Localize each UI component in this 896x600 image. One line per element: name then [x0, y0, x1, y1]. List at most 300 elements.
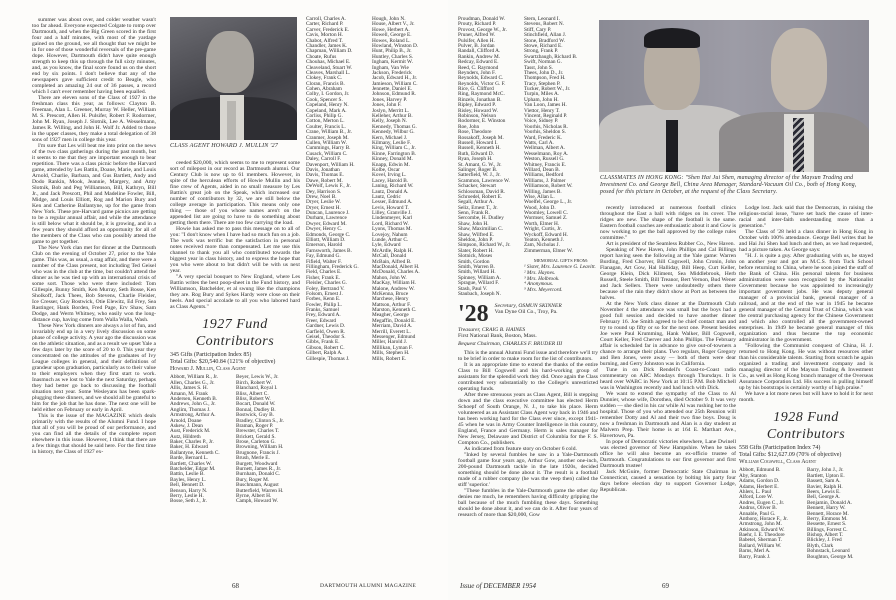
contributor-name: Ward, Frederic K. [524, 134, 563, 141]
contributor-name: Reed, C. Raymond [458, 64, 499, 71]
contributor-name: Tracy, Stephen P. [524, 80, 561, 87]
contributor-name: Satterfield, W. J., Jr. [458, 172, 501, 179]
contributor-name: Wise, Allan L. [524, 193, 555, 200]
contributor-name: Arnold, Doane [170, 417, 202, 424]
contributor-name: Brickett, Gerald S. [236, 433, 276, 440]
fund-1927-names-b [236, 375, 300, 504]
contributor-name: Cummings, Harry B. [306, 145, 351, 152]
contributor-name: Roe, John [458, 123, 480, 130]
contributor-name: Anthony, Horace F., Jr. [739, 515, 788, 522]
contributor-name: Barde, Bernard L. [170, 455, 209, 462]
contributor-name: Blickley, J. Fred [807, 537, 842, 544]
contributor-name: Bonnal, Dudley B. [236, 406, 276, 413]
contributor-name: Rice, G. Clifford [458, 86, 494, 93]
contributor-name: Gilbert, Ralph A. [306, 350, 343, 357]
contributor-name: ⁴ Anonymous. [524, 281, 554, 288]
contributor-name: Kelleher, Arthur B. [372, 113, 413, 120]
fund-1928-gifts: 558 Gifts (Participation Index 74) [739, 445, 821, 451]
contributor-name: Kilmany, Leslie F. [372, 139, 411, 146]
contributor-name: Viettor, Henry T. [524, 107, 560, 114]
fund-1928-total: Total Gifts: $12,627.09 (70% of objective) [739, 451, 842, 458]
contributor-name: Foley, Bertrand V. [306, 285, 345, 292]
secretary-line: Secretary, OSMUN SKINNER [494, 303, 562, 310]
contributor-name: Camph, Howard W. [236, 498, 279, 505]
contributor-name: Baehr, I. E. Theodore [739, 532, 785, 539]
contributor-name: Van Loon, James H. [524, 102, 567, 109]
contributor-name: Spinney, William A. [458, 274, 501, 281]
paragraph: There are eleven sons of the Class of 1927 in the freshman class this year, as follows: Clayton B. Freeman, Alan L. Greener, Murray W. Heller, William M. S. Prescott, Allen H. Pulsifer, Robert F. Rodormer, John M. Ryan, Joseph J. Slotnik, Lee A. Wesselmann, James R. Willing, and John H. Wolf Jr. Added to those in the upper classes, they make a total delegation of 38 sons of 1927 men in college this year. [32, 95, 156, 143]
contributor-name: Birch, Robert W. [236, 379, 272, 386]
contributor-name: Messenger, Edmund [372, 334, 416, 341]
contributor-name: Thompson, Fred H. [524, 75, 566, 82]
contributor-name: Jackson, Frederick [372, 69, 412, 76]
contributor-name: Jones, John F. [372, 102, 402, 109]
right-page [448, 0, 896, 600]
contributor-name: Frey, Edward A. [306, 312, 341, 319]
contributor-name: Chouhas, Michael E. [306, 59, 351, 66]
paragraph: Lodge lost. Jack said that the Democrats, in raising the religious-racial issue, "have set back the cause of inter-racial and inter-faith understanding more than a generation." [739, 205, 873, 229]
contributor-name: Brugnone, Francis J. [236, 449, 280, 456]
contributor-name: Smith, Warren B. [458, 263, 495, 270]
contributor-name: ¹ Sister, Mrs. Laurence G. Leavitt. [524, 263, 596, 270]
contributor-name: Dwyer, Edward M. [306, 220, 347, 227]
contributor-name: Duncan, Laurence J. [306, 210, 350, 217]
contributor-name: Davis, Jonathan [306, 166, 340, 173]
contributor-name: Lautz, Donald A. [372, 188, 409, 195]
contributor-name: Shaw, Maximilian C. [458, 226, 503, 233]
contributor-name: ² Mrs. Haynes. [524, 269, 556, 276]
paragraph: After three strenuous years as Class Agent, Bill is stepping down and the class executive committee has elected Herm Schoepf of South Orange, N. J., to take his place. Herm volunteered as an Assistant Class Agent way back in 1946 and has been working hard for the Class ever since, except 1941-45 when he was in Army Counter Intelligence in this country, England, France and Germany. Herm is sales manager for New Jersey, Delaware and District of Columbia for the F. S. Compton Co., publishers. [458, 392, 598, 447]
contributor-name: Zimmerman, Elmer W. [524, 247, 573, 254]
contributor-name: Rossakoff, Joseph M. [458, 134, 504, 141]
contributor-name: Simpson, Richard W., Jr. [458, 242, 511, 249]
contributor-name: Bliss, Albert C. [236, 390, 269, 397]
contributor-name: McBain, Alfred B. [372, 258, 412, 265]
contributor-name: Battin, Leslie B. [170, 471, 205, 478]
contributor-name: Bohnstack, Leonard [807, 548, 850, 555]
contributor-name: Laning, Richard W. [372, 183, 414, 190]
contributor-name: Joslyn, Merritt L. [372, 107, 410, 114]
paragraph: ceeded $20,000, which seems to me to represent some sort of milepost in our record as Dartmouth alumni. Our Century Club is now up to 61 members. However, in spite of the herculean efforts of Howie Mullin and his fine crew of Agents, aided in no small measure by Les Battin's great job on the Speak, which increased our number of contributors by 32, we are still below the college average in participation. This means only one thing — those of you whose names aren't on the appended list are going to have to do something about getting them there. There are too few carrying the load. [170, 160, 300, 226]
contributor-name: Randall, Clifford A. [458, 48, 501, 55]
fund-1928-names-b [807, 468, 873, 560]
contributor-name: Coulter, Francis L. [306, 123, 346, 130]
contributor-name: McCall, Donald [372, 253, 407, 260]
contributor-name: Allis, James S. H. [170, 385, 208, 392]
contributor-name: Fillingham, Frederick G. [306, 263, 359, 270]
contributor-name: Benjamin, Donald A. [807, 499, 853, 506]
paragraph: It is an appropriate time to extend the thanks of the entire Class to Bill Cogswell and his hard-working group of assistants for the splendid work they did. Once again the Class contributed very substantially to the College's unrestricted operating funds. [458, 362, 598, 393]
contributor-name: Miller, Harold J. [372, 339, 408, 346]
paragraph: "Inked by several fumbles he saw in a Yale-Dartmouth football game four years ago, Arthur Gow, another one-inch, 200-pound Dartmouth tackle in the late 1920s, decided something should be done about it. The result is a football made of a rubber company (he was the veep then) called the stiff 'superior.' [458, 452, 598, 489]
contributor-name: Rankin, Andrew M. [458, 53, 501, 60]
fund-1927-names-a [170, 375, 234, 504]
fund-1928-names-a [739, 468, 805, 560]
contributor-name: Corliss, Philip G. [306, 113, 343, 120]
contributor-name: Freer, Edward [306, 317, 337, 324]
contributor-name: Kovel, Irving L. [372, 172, 407, 179]
contributor-name: Reynders, John F. [458, 69, 496, 76]
contributor-name: Stinchfield, Allan J. [524, 32, 567, 39]
contributor-name: Kelly, Joseph N. [372, 118, 407, 125]
contributor-name: Edmonds, George C. [306, 231, 351, 238]
contributor-name: Tasst, John S. [524, 64, 554, 71]
right-text-column-3 [600, 205, 736, 493]
contributor-name: Ahlers, L. Paul [739, 488, 772, 495]
contributor-name: McKenna, Bruce [372, 290, 409, 297]
contributor-name: ⁵ Mrs. Meyercord. [524, 287, 563, 294]
contributor-name: Ingham, Van Wie [372, 64, 409, 71]
contributor-name: Risley, Howard W. [458, 107, 498, 114]
contributor-name: Bassett, Sam A. [807, 478, 841, 485]
contributor-name: Lord, Richard W. [372, 220, 409, 227]
contributor-name: King, William C., Jr. [372, 145, 416, 152]
contributor-name: Schroedel, Robert E. [458, 193, 503, 200]
contributor-name: Carroll, Charles A. [306, 16, 347, 22]
bequest-line: Bequest Chairman, CHARLES F. BRUDER III [458, 341, 563, 348]
contributor-name: Fay, Edmund G. [306, 253, 341, 260]
contributor-name: Mills, Robert E. [372, 355, 407, 362]
page-number-right: 69 [662, 582, 669, 590]
memorial-title: MEMORIAL GIFTS FROM: [533, 258, 589, 264]
contributor-name: Garfield, Owen R. [306, 328, 346, 335]
contributor-name: Lovejoy, Nahum [372, 231, 408, 238]
contributor-name: Reynolds, Victor G. F. [458, 80, 506, 87]
contributor-name: Brewster, Charles T. [236, 428, 280, 435]
contributor-name: Abbott, William R., Jr. [170, 374, 219, 381]
contributor-name: Kern, Michael J. [372, 134, 408, 141]
contributor-name: Hunt, Philip B., Jr. [372, 48, 412, 55]
contributor-name: Slater, Robert H. [458, 247, 494, 254]
contributor-name: Wesselmann, Roy A. [524, 150, 569, 157]
contributor-name: Lacey, Harold B. [372, 177, 409, 184]
contributor-name: Bartlett, Charles W. [170, 460, 212, 467]
contributor-name: Pulver, B. Jordan [458, 42, 495, 49]
contributor-name: Cullen, William W. [306, 139, 347, 146]
contributor-name: Carter, Richard P. [306, 21, 344, 28]
contributor-name: Williams, J. Palmer [524, 177, 566, 184]
paragraph: This is the annual Alumni Fund issue and therefore we'll try to be brief in order to make room for the list of contributors. [458, 350, 598, 363]
contributor-name: Beers, Lewis E. [807, 488, 841, 495]
contributor-name: Baker, Charles P., Jr. [170, 439, 214, 446]
contributor-name: Voorhis, Nicholas R. [524, 123, 569, 130]
hong-kong-caption: CLASSMATES IN HONG KONG: "Shen Hai Jui Shen, managing director of the Maysun Trading and Investment Co. and George Bell, China Area Manager, Standard-Vacuum Oil Co., both of Hong Kong, posed for this picture in October, at the request of the Class Secretary. [600, 175, 857, 195]
contributor-name: MacDonald, Albert H. [372, 263, 420, 270]
contributor-name: Bosse, Seth J., Jr. [170, 498, 207, 505]
class-agent-portrait [170, 17, 297, 140]
contributor-name: Adams, Herbert E. [739, 483, 779, 490]
paragraph: We want to extend the sympathy of the Class to Al Dunnier, whose wife, Dorothea, died October 9. It was very sudden — she died in his car while Al was rushing her to the hospital. Those of you who attended our 25th Reunion will remember Dotty and Al and their two fine boys. Doug is now a freshman in Dartmouth and Alan is a day student at Malvern Prep. Their home is at 164 E. Marthart Ave., Havertown, Pa. [600, 391, 736, 439]
magazine-name: DARTMOUTH ALUMNI MAGAZINE [320, 583, 417, 589]
contributor-name: Salinger, Roger B. [458, 166, 498, 173]
contributor-name: Woomley, Lowell C. [524, 210, 568, 217]
contributor-name: Andres, Eugen C., Jr. [739, 499, 785, 506]
contributor-name: Seliz, Ernest T., Jr. [458, 204, 498, 211]
contributor-name: Chapman, William D. [306, 48, 353, 55]
contributor-name: Upham, John H. [524, 96, 559, 103]
contributor-name: Berry, Emmons M. [807, 515, 848, 522]
contributor-name: Jacob, Edward H., Jr. [372, 75, 418, 82]
contributor-name: Davenport, William H. [306, 161, 355, 168]
contributor-name: Huntley, Charles S. [372, 53, 414, 60]
contributor-name: Franks, Samuel [306, 307, 339, 314]
contributor-name: Bennett, Horace M. [807, 510, 849, 517]
contributor-name: Ballard, William W. [739, 542, 782, 549]
paragraph: As indicated from feature story on October 6 cold. [464, 446, 577, 453]
contributor-name: Burnham, Donald C. [236, 471, 281, 478]
contributor-name: Byrne, Albert H. [236, 492, 272, 499]
contributor-name: Howe, Herbert A. [372, 26, 410, 33]
contributor-name: Provost, George W., Jr. [458, 26, 507, 33]
contributor-name: Schacker, Stewart [458, 183, 497, 190]
issue-date: Issue of DECEMBER 1954 [460, 582, 537, 590]
contributor-name: Copeland, Henry N. [306, 102, 349, 109]
contributor-name: Redcay, Edward E. [458, 59, 499, 66]
contributor-name: Blyth, Clark [807, 542, 834, 549]
contributor-name: Cleaves, Marshall L. [306, 69, 351, 76]
contributor-name: Andrews, John G., Jr. [170, 401, 216, 408]
contributor-name: Williams, Bedford [524, 172, 564, 179]
right-names-column-2-wrap [524, 17, 598, 297]
contributor-name: Bell, George A. [807, 494, 841, 501]
paragraph: "A very special bouquet to New England, where Les Battin writes the best poop-sheet in the Fund history, and Williamson, Batchelder, et al swung like the champions they are. Rog Bury and Sykes Hardy were close on their heels. And special accolade to all you who labored hard as Class Agents." [170, 274, 300, 310]
contributor-name: Adams, Gordon D. [739, 478, 780, 485]
contributor-name: Colby, I. Gordon, Jr. [306, 91, 350, 98]
contributor-name: Mills, Stephen H. [372, 350, 410, 357]
contributor-name: Gibbs, Frank E. [306, 339, 340, 346]
contributor-name: Browning, William H. [236, 444, 284, 451]
contributor-name: Amann, M. Frank [170, 390, 208, 397]
contributor-name: Choate, Rufus [306, 53, 337, 60]
contributor-name: McArdle, Ralph H. [372, 247, 413, 254]
contributor-name: Swartzbaugh, Richard B. [524, 53, 578, 60]
contributor-name: Jennette, Daniel E. [372, 86, 413, 93]
contributor-name: Andrus, Oliver B. [739, 505, 777, 512]
contributor-name: Thees, John D., Jr. [524, 69, 564, 76]
contributor-name: Whitney, Francis E. [524, 161, 567, 168]
contributor-name: Rose, Theodore [458, 129, 492, 136]
contributor-name: Staubach, Joseph N. [458, 290, 501, 297]
contributor-name: Wood, John D. [524, 204, 556, 211]
paragraph: Jack McGuire, former Democratic State Chairman in Connecticut, caused a sensation by bolting his party four days before election day to support Governor Lodge, Republican. [600, 469, 736, 493]
contributor-name: Stone, Bradford W. [524, 37, 565, 44]
contributor-name: Lunde, Arthur C. [372, 237, 409, 244]
contributor-name: House, Albert V., Jr. [372, 21, 415, 28]
contributor-name: Ryan, Joseph H. [458, 156, 493, 163]
contributor-name: Pulsifer, Allen H. [458, 37, 495, 44]
contributor-name: Billings, Forrest C. [807, 526, 848, 533]
contributor-name: Fowler, Philip L. [306, 301, 342, 308]
contributor-name: Gibson, Robert C. [306, 344, 345, 351]
contributor-name: Armstrong, Arthur A. [170, 412, 216, 419]
contributor-name: Barns, Merl A. [739, 548, 771, 555]
contributor-name: Knapp, Edwin M. [372, 161, 410, 168]
contributor-name: Andersen, Kenneth B. [170, 395, 218, 402]
contributor-name: Smith, Willard H. [458, 269, 496, 276]
paragraph: We have a lot more news but will have to hold it for next month. [739, 391, 873, 403]
contributor-name: Bennett, Harry W. [807, 505, 846, 512]
paragraph: Speaking of New Haven, John Phillips and Cal Billings report having seen the following at the Yale game: Warren Burding, Fred Chorver, Bill Cogswell, John Cronin, John Flanagan, Art Gow, Hal Halliday, Bill Heep, Curt Keller, George Klein, Dick Kliment, Sea Middlebrook, Herb Russell, Steele Smith, Bill Treanor, Bert Vernon, Bud Wener and Jack Sellers. There were undoubtedly others there because of the rain they didn't show at Port as between the halves. [600, 247, 736, 301]
contributor-name: Howell, George E. [372, 32, 412, 39]
contributor-name: Brose, Carleton G. [236, 439, 276, 446]
contributor-name: Kinney, Donald M. [372, 156, 413, 163]
contributor-name: Bayles, Henry L. [170, 476, 207, 483]
contributor-name: Kolbe, Oscar [372, 166, 400, 173]
paragraph: This is the issue of the MAGAZINE which deals primarily with the results of the Alumni Fund. I hope that all of you will be proud of our performance, and you can find all the details of the complete report elsewhere in this issue. However, I think that there are a few things that should be said here. For the first time in history, the Class of 1927 ex- [32, 413, 156, 455]
contributor-name: Chandler, James K. [306, 42, 348, 49]
contributor-name: Wyckoff, Edward H. [524, 231, 569, 238]
contributor-name: Ingham, Kermit W. [372, 59, 413, 66]
paragraph: "H. J. is quite a guy. After graduating with us, he stayed on another year and got an M.C.S. from Tuck School before returning to China, where he soon joined the staff of the Bank of China. His personal talents for business administration were soon recognized by the Nationalist Government because he was appointed to increasingly important government jobs. He was deputy general manager of a provincial bank, general manager of a railroad, and at the end of the war in 1945 he became general manager of the Central Trust of China, which was the central purchasing agency for the Chinese Government and which also controlled all the government-owned enterprises. In 1949 he became general manager of this organization and thus became the top economic administrator in the government. [739, 253, 873, 343]
contributor-name: Russell, Kenneth H. [458, 145, 501, 152]
contributor-name: Kennedy, Wilbur G. [372, 129, 415, 136]
contributor-name: Zam, Nicholas J. [524, 242, 560, 249]
contributor-name: Dryer, Ernest H. [306, 204, 341, 211]
contributor-name: Geisel, Theodor S. [306, 334, 346, 341]
contributor-name: Cranmer, Joseph M. [306, 134, 349, 141]
contributor-name: Durham, Lawrence [306, 215, 347, 222]
contributor-name: DeWolf, Lewis F., Jr. [306, 183, 351, 190]
contributor-name: Atkinson, Edward W. [739, 526, 785, 533]
fund-1928-title: 1928 Fund Contributors [766, 410, 846, 442]
contributor-name: Blanchard, Royal I. [236, 385, 278, 392]
contributor-name: Dey, Harrison S. [306, 188, 342, 195]
paragraph: The New York clan met for dinner at the Dartmouth Club on the evening of October 27, prior to the Yale game. This was, as usual, a stag affair, and there were a number of the Class present, not including Ted Geisel who was in the club at the time, but couldn't attend the dinner as he was tied up with an international crisis of some sort. Those who were there included: Tom Gillespie, Bunny Smith, Ken Murray, Seth Bosse, Ken Sholkoff, Jack Thees, Bob Stevens, Charlie Fleisler, Ice Cresser, Guy Bostwick, Otie Elewitz, Ed Frey, Sea Rastinger, Hank Borden, Fred Page, Erv Shaw, Sam Dodge, and Werm Whitney, who easily won the long-distance cup, having come from Walla Walla, Wash. [32, 245, 156, 323]
contributor-name: Swift, Norman G. [524, 59, 562, 66]
contributor-name: Drew, Noel B. [306, 193, 337, 200]
contributor-name: Cleaveland, Stuart W. [306, 64, 353, 71]
fund-1927-agent: Howard J. Mullin, Class Agent [170, 365, 247, 372]
contributor-name: Megaffin, Donald E. [372, 317, 416, 324]
contributor-name: Anglim, Thomas J. [170, 406, 211, 413]
contributor-name: Pruner, Alfred W. [458, 32, 496, 39]
contributor-name: Hough, John N. [372, 16, 406, 22]
contributor-name: Fisher, Frank E. [306, 274, 340, 281]
contributor-name: Prouty, Richard P. [458, 21, 497, 28]
contributor-name: Tucker, Robert W., Jr. [524, 86, 571, 93]
paragraph: Howie has asked me to pass this message on to all of you: "I don't know when I have had so much fun on a job. The work was terrific but the satisfaction in personal notes received more than compensated. Let me use this channel to thank you all who contributed towards the biggest year in class history, and to express the hope that you who were about to but didn't will be with us next year. [170, 226, 300, 274]
contributor-name: Kennedy, Thomas G. [372, 123, 417, 130]
contributor-name: Rinzels, Jonathan B. [458, 96, 502, 103]
contributor-name: Weston, Russell G. [524, 156, 565, 163]
contributor-name: Mattson, Arthur F. [372, 301, 412, 308]
contributor-name: Marchese, Henry [372, 296, 409, 303]
contributor-name: Reynolds, Edward C. [458, 75, 504, 82]
contributor-name: Mahon, John W. [372, 274, 407, 281]
contributor-name: Boughton, George M. [807, 553, 854, 560]
contributor-name: Bradley, Clinton S., Jr. [236, 417, 285, 424]
paragraph: "These fumbles in the Yale-Dartmouth game the other day denies me much, he remembers having difficulty gripping the ball because of the much fumbling these days. Something should be done about it, and we can do it. After four years of research of more than $20,000, Gow [458, 488, 598, 519]
contributor-name: Marston, Kenneth C. [372, 307, 417, 314]
paragraph: "Following the Communist conquest of China, H. J. returned to Hong Kong. He was without resources other than his considerable talents. Starting from scratch he again organized a trading and investment company and is managing director of the Maysun Trading & Investment Co., as well as Hong Kong branch manager of the Overseas Assurance Corporation Ltd. His success in pulling himself up by his bootstraps is certainly worthy of high praise." [739, 343, 873, 391]
contributor-name: Bessette, Ernest S. [807, 521, 847, 528]
paragraph: Art is president of the Seamless Rubber Co., New Haven. [606, 241, 735, 247]
contributor-name: Russell, Howard I. [458, 139, 498, 146]
contributor-name: Jones, Harvey P. [372, 96, 408, 103]
contributor-name: Williamson, Robert W. [524, 183, 573, 190]
contributor-name: Brush, Merle E. [236, 455, 270, 462]
fund-1928-agent: William Cogswell, Class Agent [739, 458, 817, 465]
paragraph: These New York dinners are always a lot of fun, and invariably end up in a very lively discussion on some phase of college activity. A year ago the discussion was on the athletic situation, and as a result we upset Yale a few days later by the score of 20 to 0. This year they concentrated on the attitudes of the graduates of Ivy League colleges in general, and their definitions of grandeur upon graduation, particularly as to their value to their employers when they first start to work. Inasmuch as we lost to Yale the next Saturday, perhaps they had better go back to discussing the football situation next year. Some Wesleyans has been spark-plugging these dinners, and we should all be grateful to him for the job that he has done. The next one will be held either on February or early in April. [32, 323, 156, 413]
memorial-gifts [524, 258, 598, 294]
contributor-name: Bavier, Ralph H. [807, 483, 843, 490]
contributor-name: Vincent, Reginald P. [524, 113, 568, 120]
contributor-name: Merrill, Everett L. [372, 328, 411, 335]
right-text-column-4 [739, 205, 873, 560]
contributor-name: Bell, Bennett D. [170, 482, 205, 489]
contributor-name: Crane, William B., Jr. [306, 129, 353, 136]
contributor-name: Batchelder, Edgar M. [170, 466, 216, 473]
contributor-name: Dawe, Robert M. [306, 177, 343, 184]
contributor-name: Johnson, Edmund R. [372, 91, 417, 98]
contributor-name: Daley, Carroll F. [306, 156, 342, 163]
contributor-name: Sheldon, John P. [458, 237, 494, 244]
contributor-name: Armstrong, John M. [739, 521, 782, 528]
contributor-name: Willing, James B. [524, 188, 562, 195]
contributor-name: McDonald, Charles A. [372, 269, 420, 276]
contributor-name: Lyons, Thomas M. [372, 226, 412, 233]
contributor-name: Ballantyne, Kenneth C. [170, 449, 220, 456]
contributor-name: Millikan, Lyman F. [372, 344, 413, 351]
contributor-name: Davis, Thomas E. [306, 172, 344, 179]
contributor-name: Allen, Charles G., Jr. [170, 379, 215, 386]
contributor-name: Woelfel, George L., Jr. [524, 199, 573, 206]
contributor-name: Farnsworth, James B. [306, 247, 352, 254]
contributor-name: Emerson, Harold [306, 242, 343, 249]
paragraph: summer was about over, and colder weather wasn't too far ahead. Everyone expected Colgate to romp over Dartmouth, and when the Big Green scored in the first four and a half minutes, with most of the yardage gained on the ground, we all thought that we might be in for one of those wonderful reversals of the pre-game dope. However, Dartmouth didn't have quite enough strength to keep this up through the full sixty minutes, and, as you know, the final score found us on the short end by six points. I don't believe that any of the newspapers gave sufficient credit to Beagle, who completed an amazing 24 out of 36 passes, a record which I can't ever remember having been equalled. [32, 17, 156, 95]
contributor-name: Stash, Paul V. [458, 285, 488, 292]
left-text-column-1 [32, 17, 156, 455]
contributor-name: Baker, H. Edward [170, 444, 209, 451]
contributor-name: Alford, Lore W. [739, 494, 773, 501]
contributor-name: Cook, Spencer S. [306, 96, 343, 103]
contributor-name: Cloran, Francis B. [306, 80, 345, 87]
contributor-name: Shaw, Wilfred E. [458, 231, 495, 238]
paragraph: In pope of Democratic victories elsewhere, Lane Dwinell was elected governor of New Hampshire. When he takes office he will also become an ex-officio trustee of Dartmouth. Congratulations to our first governor and first Dartmouth trustee! [600, 439, 736, 469]
contributor-name: Aby, Stanton [739, 472, 767, 479]
paragraph: The Class of '28 held a class dinner in Hong Kong in October with 100% attendance. George Bell writes that he and Hai Jui Shen had lunch and then, as we had requested, had a picture taken. As George says: [739, 229, 873, 253]
contributor-name: Bliss, Robert W. [236, 395, 271, 402]
contributor-name: Dwyer, Henry C. [306, 226, 343, 233]
contributor-name: Bury, Roger M. [236, 476, 270, 483]
contributor-name: Rodormer, E. Winston [458, 118, 506, 125]
contributor-name: Buschmann, August [236, 482, 279, 489]
secretary-address: Van Dyne Oil Co., Troy, Pa. [494, 309, 558, 316]
contributor-name: Ripley, Edward P. [458, 102, 496, 109]
contributor-name: Slotnick, Moses [458, 253, 493, 260]
contributor-name: Jamieson, William C. [372, 80, 418, 87]
contributor-name: Berry, Leslie H. [170, 492, 204, 499]
contributor-name: Chabot, Alfred T. [306, 37, 343, 44]
contributor-name: Smith, Gordon [458, 258, 490, 265]
contributor-name: Bocart, Donald W. [236, 401, 276, 408]
contributor-name: Stevens, Robert N. [524, 21, 565, 28]
portrait-caption: CLASS AGENT HOWARD J. MULLIN '27 [170, 143, 279, 149]
contributor-name: Folsom, Ernest J. [306, 290, 343, 297]
contributor-name: Wright, Curtis, Jr. [524, 226, 562, 233]
contributor-name: Bartlett, Upton E. [807, 472, 845, 479]
contributor-name: Robinson, Nelson [458, 113, 496, 120]
left-text-column-2 [170, 160, 300, 505]
contributor-name: Merriam, David A. [372, 323, 413, 330]
class-28-column [458, 303, 598, 518]
contributor-name: Barry, John J., Jr. [807, 467, 844, 474]
contributor-name: Fifield, Walter F. [306, 258, 342, 265]
paragraph: recently introduced at numerous football clinics throughout the East a ball with ridges on its cover. The ridges are new. The shape of the football is the same. Eastern football coaches are enthusiastic about it and Gow is now working to get the ball approved by the college rules committee." [600, 205, 736, 241]
contributor-name: Abbott, Edmund B. [739, 467, 781, 474]
contributor-name: Cusack, William C. [306, 150, 348, 157]
contributor-name: Elliott, William D. [306, 237, 346, 244]
